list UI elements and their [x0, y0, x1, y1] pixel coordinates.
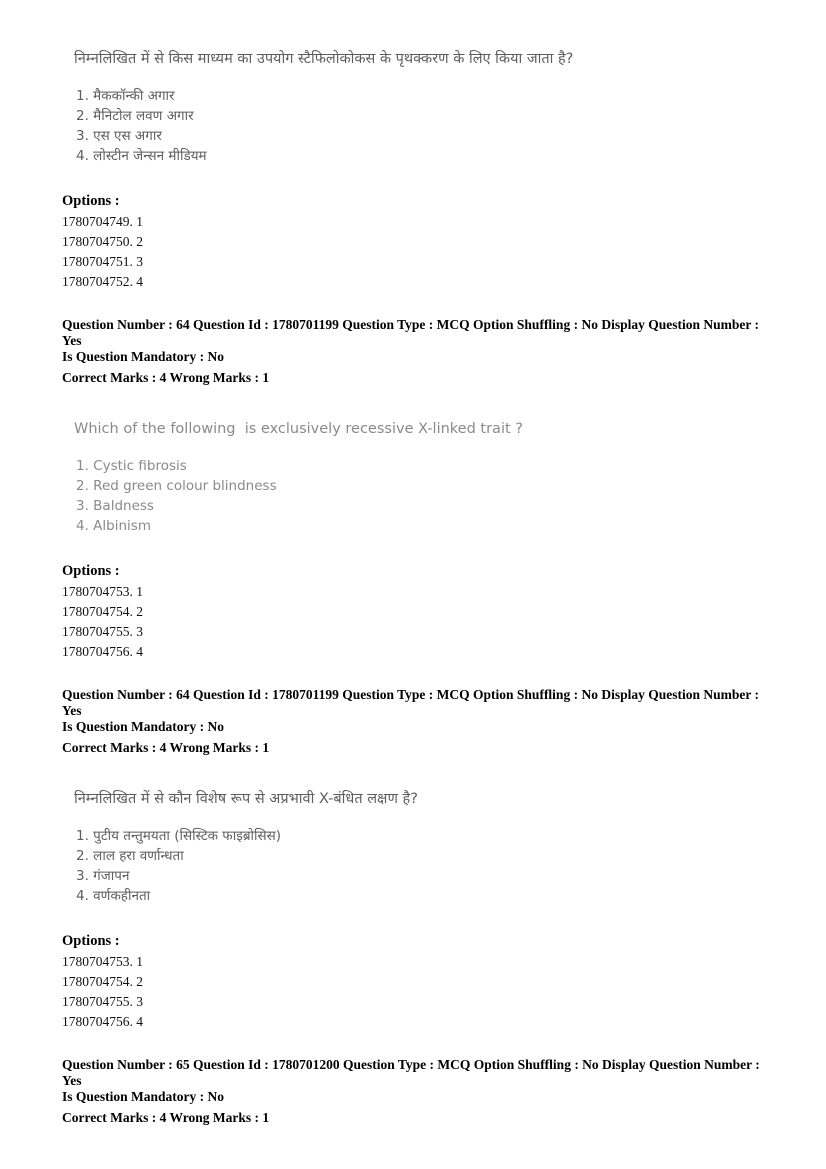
option-id-row: 1780704754. 2	[62, 974, 143, 989]
question-text: निम्नलिखित में से किस माध्यम का उपयोग स्टैफिलोकोकस के पृथक्करण के लिए किया जाता है?	[74, 51, 574, 67]
option-id-list	[62, 952, 776, 1032]
question-text: Which of the following is exclusively recessive X-linked trait ?	[74, 421, 523, 437]
meta-marks-line: Correct Marks : 4 Wrong Marks : 1	[62, 740, 270, 755]
meta-line: Question Number : 64 Question Id : 1780701199 Question Type : MCQ Option Shuffling : No Display Question Number : Yes	[62, 317, 759, 348]
question-option: 4. Albinism	[76, 518, 151, 534]
question-option: 3. Baldness	[76, 498, 154, 514]
question-block	[74, 420, 776, 536]
question-option: 2. मैनिटोल लवण अगार	[76, 108, 194, 124]
meta-line: Is Question Mandatory : No	[62, 719, 225, 734]
meta-line: Is Question Mandatory : No	[62, 349, 225, 364]
question-meta	[62, 317, 776, 386]
question-text: निम्नलिखित में से कौन विशेष रूप से अप्रभावी X-बंधित लक्षण है?	[74, 791, 418, 807]
meta-marks-line: Correct Marks : 4 Wrong Marks : 1	[62, 370, 270, 385]
option-id-row: 1780704755. 3	[62, 624, 143, 639]
question-block	[74, 50, 776, 166]
question-option: 4. लोस्टीन जेन्सन मीडियम	[76, 148, 207, 164]
option-id-list	[62, 212, 776, 292]
question-option: 1. मैककॉन्की अगार	[76, 88, 175, 104]
option-id-list	[62, 582, 776, 662]
option-id-row: 1780704755. 3	[62, 994, 143, 1009]
option-id-row: 1780704753. 1	[62, 584, 143, 599]
meta-line: Question Number : 65 Question Id : 1780701200 Question Type : MCQ Option Shuffling : No Display Question Number : Yes	[62, 1057, 760, 1088]
question-option: 1. Cystic fibrosis	[76, 458, 187, 474]
meta-marks-line: Correct Marks : 4 Wrong Marks : 1	[62, 1110, 270, 1125]
meta-line: Is Question Mandatory : No	[62, 1089, 225, 1104]
question-meta	[62, 687, 776, 756]
question-group-3	[62, 790, 776, 1126]
option-id-row: 1780704750. 2	[62, 234, 143, 249]
options-label: Options :	[62, 563, 120, 579]
option-id-row: 1780704753. 1	[62, 954, 143, 969]
question-group-2	[62, 420, 776, 756]
options-label: Options :	[62, 193, 120, 209]
question-block	[74, 790, 776, 906]
question-option: 1. पुटीय तन्तुमयता (सिस्टिक फाइब्रोसिस)	[76, 828, 282, 844]
question-options-list	[74, 826, 776, 906]
meta-line: Question Number : 64 Question Id : 1780701199 Question Type : MCQ Option Shuffling : No Display Question Number : Yes	[62, 687, 759, 718]
options-label: Options :	[62, 933, 120, 949]
question-option: 4. वर्णकहीनता	[76, 888, 151, 904]
option-id-row: 1780704749. 1	[62, 214, 143, 229]
question-option: 3. गंजापन	[76, 868, 130, 884]
option-id-row: 1780704751. 3	[62, 254, 143, 269]
question-options-list	[74, 456, 776, 536]
question-group-1	[62, 50, 776, 386]
question-option: 2. Red green colour blindness	[76, 478, 277, 494]
option-id-row: 1780704752. 4	[62, 274, 143, 289]
question-option: 3. एस एस अगार	[76, 128, 162, 144]
option-id-row: 1780704754. 2	[62, 604, 143, 619]
option-id-row: 1780704756. 4	[62, 644, 143, 659]
question-meta	[62, 1057, 776, 1126]
question-options-list	[74, 86, 776, 166]
question-option: 2. लाल हरा वर्णान्धता	[76, 848, 184, 864]
option-id-row: 1780704756. 4	[62, 1014, 143, 1029]
